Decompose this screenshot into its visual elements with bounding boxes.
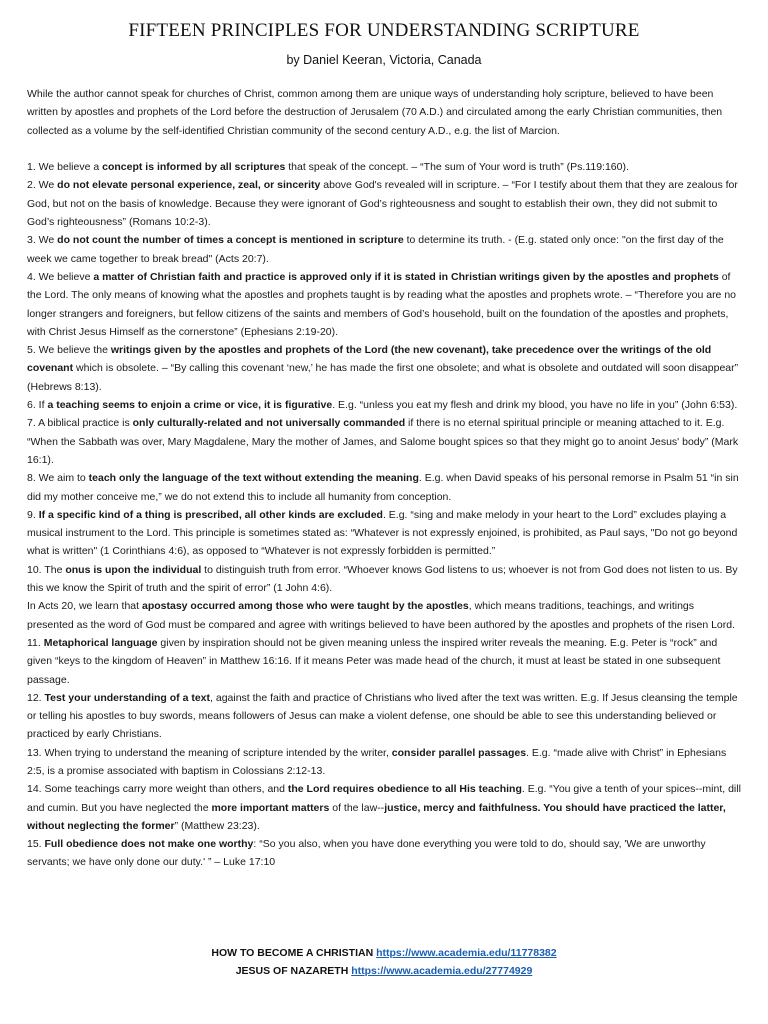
principle-text: of the Lord. The only means of knowing what the apostles and prophets taught is by reading what the apostles and prophets wrote. – “Therefore you are no longer strangers and foreigners, but fellow citizens of the saints and members of God’s household, built on the foundation of the apostles and prophets, with Christ Jesus Himself as the cornerstone” (Ephesians 2:19-20).: [27, 270, 736, 338]
principle-text: 15.: [27, 838, 45, 851]
principle-text: which is obsolete. – “By calling this covenant ‘new,’ he has made the first one obsolete; and what is obsolete and outdated will soon disappear” (Hebrews 8:13).: [27, 362, 739, 393]
principle-text: 14. Some teachings carry more weight than others, and: [27, 783, 288, 796]
page-title: FIFTEEN PRINCIPLES FOR UNDERSTANDING SCRIPTURE: [128, 20, 640, 41]
principle-emphasis: teach only the language of the text without extending the meaning: [88, 472, 419, 485]
principle-emphasis: Metaphorical language: [43, 636, 158, 649]
principle-paragraph: [27, 597, 743, 634]
principle-emphasis: a matter of Christian faith and practice is approved only if it is stated in Christian writings given by the apostles and prophets: [93, 270, 719, 283]
principle-paragraph: [27, 561, 743, 598]
footer-line-become-christian: [0, 944, 768, 962]
principle-text: , against the faith and practice of Christians who lived after the text was written. E.g. If Jesus cleansing the temple or telling his apostles to buy swords, means followers of Jesus can make a violent defense, one should be able to see this understanding believed or practiced by early Christians.: [27, 691, 738, 741]
principle-emphasis: consider parallel passages: [391, 746, 527, 759]
principle-text: 10. The: [27, 563, 66, 576]
principle-paragraph: [27, 689, 743, 744]
principle-text: 7. A biblical practice is: [27, 417, 133, 430]
principle-emphasis: If a specific kind of a thing is prescribed, all other kinds are excluded: [38, 508, 383, 521]
principle-text: , which means traditions, teachings, and writings presented as the word of God must be compared and agree with writings believed to have been authored by the apostles and prophets of the risen Lord.: [27, 600, 736, 631]
intro-paragraph: While the author cannot speak for churches of Christ, common among them are unique ways of understanding holy scripture, believed to have been written by apostles and prophets of the Lord before the destruction of Jerusalem (70 A.D.) and circulated among the early Christian communities, then collected as a volume by the self-identified Christian community of the second century A.D., e.g. the list of Marcion.: [27, 88, 723, 137]
document-body: [27, 85, 743, 872]
principle-paragraph: [27, 469, 743, 506]
principle-text: : “So you also, when you have done everything you were told to do, should say, 'We are unworthy servants; we have only done our duty.' ” – Luke 17:10: [27, 838, 706, 869]
principle-emphasis: do not count the number of times a concept is mentioned in scripture: [57, 234, 404, 247]
author-byline: by Daniel Keeran, Victoria, Canada: [286, 53, 482, 67]
principle-emphasis: justice, mercy and faithfulness. You should have practiced the latter, without neglecting the former: [27, 801, 726, 832]
principle-text: to distinguish truth from error. “Whoever knows God listens to us; whoever is not from God does not listen to us. By this we know the Spirit of truth and the spirit of error” (1 John 4:6).: [27, 563, 738, 595]
principle-paragraph: [27, 744, 743, 781]
principle-paragraph: [27, 268, 743, 341]
principle-text: 6. If: [27, 399, 48, 412]
principle-text: . E.g. “You give a tenth of your spices--mint, dill and cumin. But you have neglected the: [27, 783, 741, 814]
principle-text: given by inspiration should not be given meaning unless the inspired writer reveals the meaning. E.g. Peter is “rock” and given “keys to the kingdom of Heaven” in Matthew 16:16. If it means Peter was made head of the church, it must at least be stated in one subsequent passage.: [27, 636, 721, 686]
principle-paragraph: [27, 414, 743, 469]
principle-text: . E.g. “unless you eat my flesh and drink my blood, you have no life in you” (John 6:53).: [332, 399, 738, 412]
footer-label: JESUS OF NAZARETH: [235, 965, 352, 977]
principle-text: 4. We believe: [27, 270, 94, 283]
principle-text: 9.: [27, 508, 39, 521]
footer-links: [0, 944, 768, 980]
principle-emphasis: Test your understanding of a text: [44, 691, 211, 704]
principle-text: 3. We: [27, 234, 58, 247]
principle-paragraph: [27, 506, 743, 561]
principle-text: . E.g. “sing and make melody in your heart to the Lord” excludes playing a musical instrument to the Lord. This principle is sometimes stated as: “Whatever is not expressly enjoined, is prohibited, as Paul says, "Do not go beyond what is written" (1 Corinthians 4:6), as opposed to “Whatever is not expressly forbidden is permitted.”: [27, 508, 738, 558]
principle-emphasis: concept is informed by all scriptures: [102, 161, 286, 174]
academia-link-become-christian[interactable]: https://www.academia.edu/11778382: [376, 947, 557, 959]
principle-text: of the law--: [329, 801, 385, 814]
principle-paragraph: [27, 231, 743, 268]
principle-emphasis: Full obedience does not make one worthy: [44, 838, 254, 851]
principle-text: 12.: [27, 691, 45, 704]
principle-emphasis: apostasy occurred among those who were taught by the apostles: [141, 600, 469, 613]
principle-text: above God's revealed will in scripture. – “For I testify about them that they are zealous for God, but not on the basis of knowledge. Because they were ignorant of God’s righteousness and sought to establish their own, they did not submit to God’s righteousness” (Romans 10:2-3).: [27, 179, 738, 229]
principle-text: 13. When trying to understand the meaning of scripture intended by the writer,: [27, 746, 392, 759]
principle-text: 1. We believe a: [27, 161, 103, 174]
principle-text: to determine its truth. - (E.g. stated only once: "on the first day of the week we came together to break bread" (Acts 20:7).: [27, 234, 724, 265]
footer-label: HOW TO BECOME A CHRISTIAN: [211, 947, 377, 959]
principle-emphasis: more important matters: [211, 801, 330, 814]
principle-text: 5. We believe the: [27, 344, 111, 357]
principle-paragraph: [27, 396, 743, 414]
principle-emphasis: only culturally-related and not universally commanded: [132, 417, 406, 430]
principles-list: [27, 158, 743, 872]
principle-paragraph: [27, 158, 743, 176]
academia-link-jesus-nazareth[interactable]: https://www.academia.edu/27774929: [351, 965, 533, 977]
principle-paragraph: [27, 341, 743, 396]
principle-emphasis: the Lord requires obedience to all His teaching: [287, 783, 522, 796]
principle-text: if there is no eternal spiritual principle or meaning attached to it. E.g. “When the Sabbath was over, Mary Magdalene, Mary the mother of James, and Salome bought spices so that they might go to anoint Jesus' body” (Mark 16:1).: [27, 417, 739, 466]
principle-emphasis: writings given by the apostles and prophets of the Lord (the new covenant), take precedence over the writings of the old covenant: [27, 344, 712, 375]
principle-paragraph: [27, 634, 743, 689]
principle-text: . E.g. “made alive with Christ” in Ephesians 2:5, is a promise associated with baptism in Colossians 2:12-13.: [27, 746, 727, 777]
principle-emphasis: a teaching seems to enjoin a crime or vice, it is figurative: [47, 399, 333, 412]
principle-text: 11.: [27, 636, 44, 649]
principle-paragraph: [27, 835, 743, 872]
principle-paragraph: [27, 176, 743, 231]
principle-paragraph: [27, 780, 743, 835]
principle-emphasis: onus is upon the individual: [65, 563, 202, 576]
principle-text: that speak of the concept. – “The sum of Your word is truth” (Ps.119:160).: [285, 161, 629, 174]
principle-text: 8. We aim to: [27, 472, 89, 485]
principle-text: ” (Matthew 23:23).: [174, 819, 260, 832]
principle-emphasis: do not elevate personal experience, zeal, or sincerity: [57, 179, 321, 192]
footer-line-jesus-nazareth: [0, 962, 768, 980]
principle-text: In Acts 20, we learn that: [27, 600, 142, 613]
principle-text: . E.g. when David speaks of his personal remorse in Psalm 51 “in sin did my mother conceive me,” we do not extend this to include all humanity from conception.: [27, 472, 739, 503]
principle-text: 2. We: [27, 179, 58, 192]
